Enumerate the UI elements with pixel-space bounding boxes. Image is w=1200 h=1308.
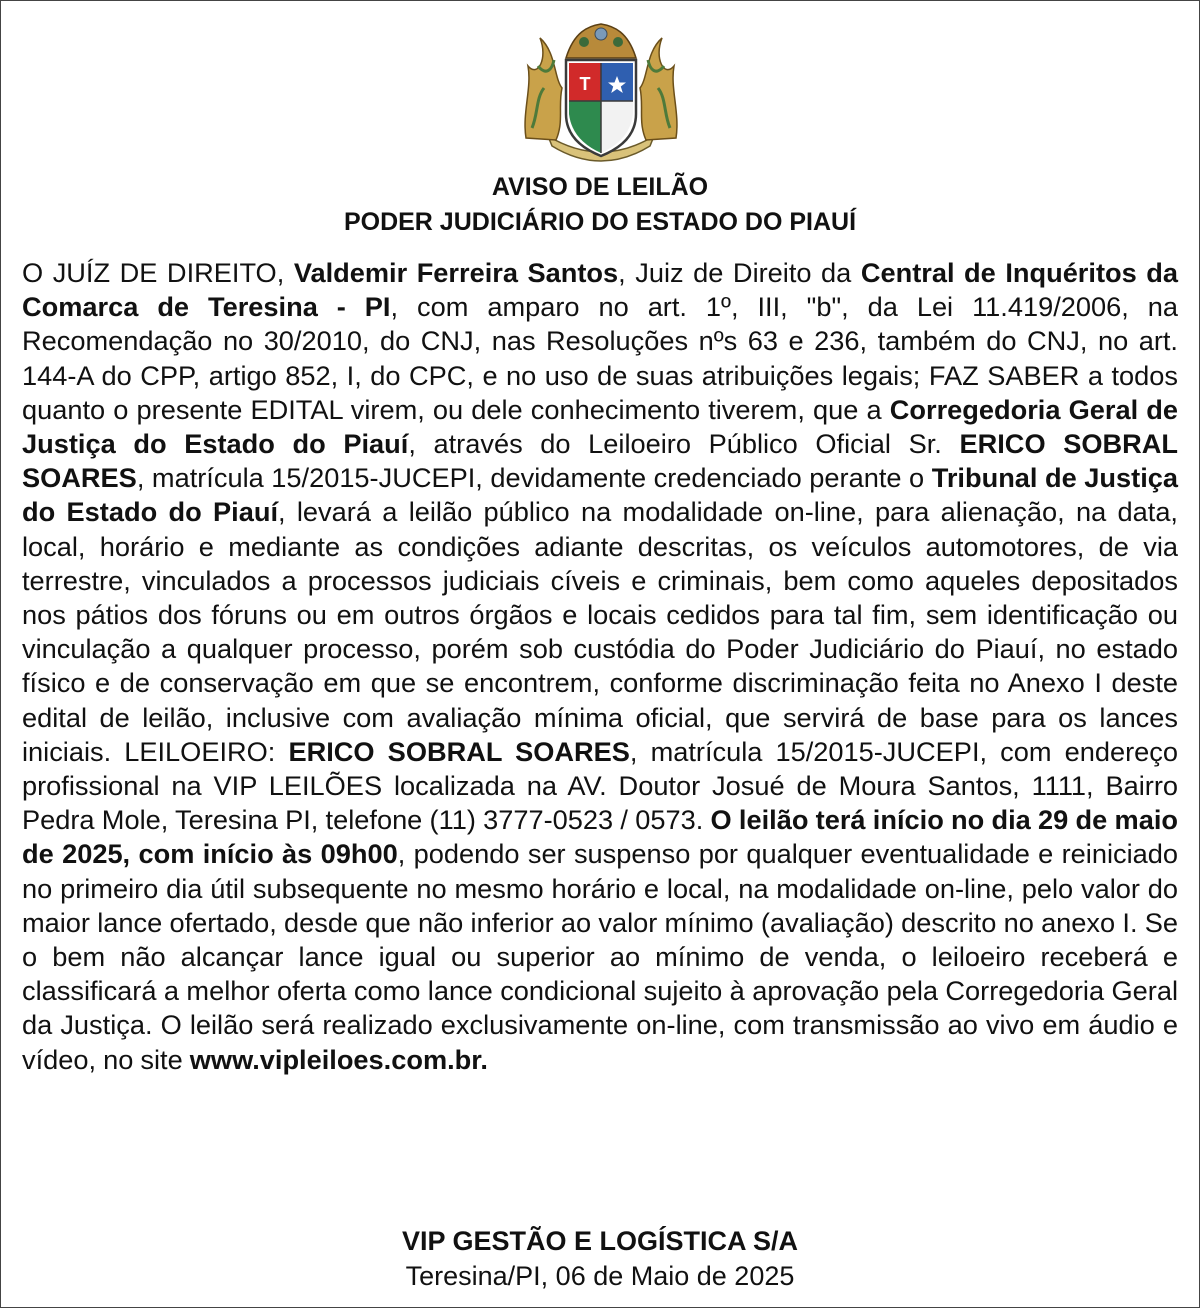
signature-place-date: Teresina/PI, 06 de Maio de 2025 [405, 1261, 795, 1291]
judge-name: Valdemir Ferreira Santos [293, 257, 619, 288]
auctioneer-name: ERICO SOBRAL SOARES [288, 735, 630, 767]
piaui-coat-of-arms-icon [518, 18, 684, 170]
body-text-segment: , podendo ser suspenso por qualquer eventualidade e reiniciado no primeiro dia útil subsequente no mesmo horário e local, na modalidade on-line, pelo valor do maior lance ofertado, desde que não inferior ao valor mínimo (avaliação) descrito no anexo I. Se o bem não alcançar lance igual ou superior ao mínimo de venda, o leiloeiro receberá e classificará a melhor oferta como lance condicional sujeito à aprovação pela Corregedoria Geral da Justiça. O leilão será realizado exclusivamente on-line, com transmissão ao vivo em áudio e vídeo, no site [22, 838, 1179, 1075]
corregedoria-name: Corregedoria Geral de Justiça do Estado do Piauí [22, 393, 1178, 460]
body-text-segment: , Juiz de Direito da [618, 257, 861, 288]
body-text-segment: , com amparo no art. 1º, III, "b", da Lei 11.419/2006, na Recomendação no 30/2010, do CNJ, nas Resoluções nºs 63 e 236, também do CNJ, no art. 144-A do CPP, artigo 852, I, do CPC, e no uso de suas atribuições legais; FAZ SABER a todos quanto o presente EDITAL virem, ou dele conhecimento tiverem, que a [22, 291, 1178, 425]
court-name: Central de Inquéritos da Comarca de Teresina - PI [22, 257, 1178, 323]
notice-title: AVISO DE LEILÃO [491, 173, 709, 201]
auction-website: www.vipleiloes.com.br. [189, 1043, 488, 1075]
notice-subtitle: PODER JUDICIÁRIO DO ESTADO DO PIAUÍ [343, 208, 857, 236]
body-text-segment: , matrícula 15/2015-JUCEPI, com endereço profissional na VIP LEILÕES localizada na AV. Doutor Josué de Moura Santos, 1111, Bairro Pedra Mole, Teresina PI, telefone (11) 3777-0523 / 0573. [22, 735, 1178, 836]
auctioneer-name: ERICO SOBRAL SOARES [22, 428, 1179, 494]
body-text-segment: , através do Leiloeiro Público Oficial Sr. [408, 428, 960, 460]
notice-body [22, 256, 1178, 1077]
tribunal-name: Tribunal de Justiça do Estado do Piauí [22, 462, 1178, 528]
body-text-segment: , levará a leilão público na modalidade on-line, para alienação, na data, local, horário e mediante as condições adiante descritas, os veículos automotores, de via terrestre, vinculados a processos judiciais cíveis e criminais, bem como aqueles depositados nos pátios dos fóruns ou em outros órgãos e locais cedidos para tal fim, sem identificação ou vinculação a qualquer processo, porém sob custódia do Poder Judiciário do Piauí, no estado físico e de conservação em que se encontrem, conforme discriminação feita no Anexo I deste edital de leilão, inclusive com avaliação mínima oficial, que servirá de base para os lances iniciais. LEILOEIRO: [22, 496, 1178, 767]
signature-company: VIP GESTÃO E LOGÍSTICA S/A [401, 1226, 799, 1256]
body-text-segment: O JUÍZ DE DIREITO, [22, 257, 294, 288]
emblem-letter: T [579, 74, 591, 94]
body-text-segment: , matrícula 15/2015-JUCEPI, devidamente credenciado perante o [136, 462, 932, 494]
auction-start-date: O leilão terá início no dia 29 de maio de 2025, com início às 09h00 [22, 804, 1178, 870]
